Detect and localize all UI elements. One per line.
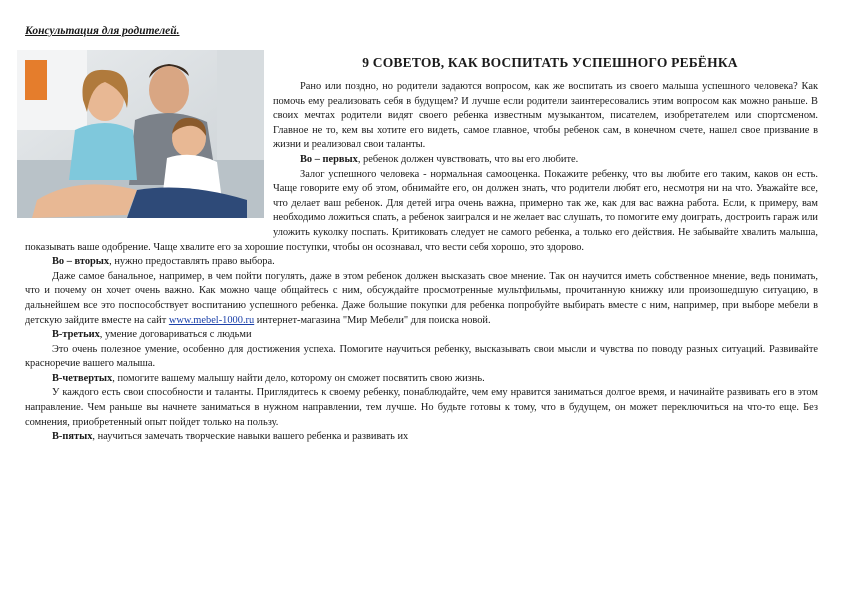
intro-paragraph: Рано или поздно, но родители задаются вопросом, как же воспитать из своего малыша успешного человека? Как помочь ему реализовать себя в будущем? И лучше если родители заинтересовались этим вопросом как можно раньше. В своих мечтах родители видят своего ребенка известным музыкантом, писателем, изобретателем или спортсменом. Главное не то, кем вы хотите его видеть, самое главное, чтобы ребенок сам, в конечном счете, нашел свое призвание в жизни и реализовал свои таланты. bbox=[273, 81, 818, 151]
tip-1-heading: Во – первых bbox=[300, 153, 358, 165]
tip-4-lead: В-четвертых, помогите вашему малышу найти дело, которому он сможет посвятить свою жизнь. bbox=[52, 372, 485, 384]
tip-1-lead: Во – первых, ребенок должен чувствовать, что вы его любите. bbox=[300, 153, 579, 165]
tip-2-text: Даже самое банальное, например, в чем пойти погулять, даже в этом ребенок должен высказать свое мнение. Так он научится иметь собственное мнение, ведь понимать, что и почему он хочет очень важно. Как можно чаще общайтесь с ним, обсуждайте просмотренные мультфильмы, прочитанную книжку или произошедшую ситуацию, в дальнейшем все это поспособствует воспитанию успешного ребенка. Даже большие покупки для ребенка попробуйте выбирать вместе с ним, например, при выборе мебели в детскую зайдите вместе на сайт www.mebel-1000.ru интернет-магазина "Мир Мебели" для поиска новой. bbox=[25, 270, 818, 326]
mebel-link[interactable]: www.mebel-1000.ru bbox=[168, 314, 255, 326]
article-body bbox=[25, 80, 818, 445]
header-text: Консультация для родителей bbox=[25, 25, 177, 37]
tip-4-text: У каждого есть свои способности и таланты. Приглядитесь к своему ребенку, понаблюдайте, чем ему нравится заниматься долгое время, и начинайте развивать его в этом направление. Чем раньше вы начнете заниматься в нужном направлении, тем лучше. Но будьте готовы к тому, что в будущем, он может переключиться на что-то еще. Без сомнения, приобретенный опыт пойдет только на пользу. bbox=[25, 387, 818, 428]
tip-3-text: Это очень полезное умение, особенно для достижения успеха. Помогите научиться ребенку, высказывать свои мысли и чувства по поводу разных ситуаций. Развивайте красноречие вашего малыша. bbox=[25, 343, 818, 370]
page-header: Консультация для родителей. bbox=[25, 25, 180, 37]
tip-3-heading: В-третьих bbox=[52, 329, 100, 341]
tip-2-lead: Во – вторых, нужно предоставлять право выбора. bbox=[52, 256, 275, 268]
tip-1-text: Залог успешного человека - нормальная самооценка. Покажите ребенку, что вы любите его таким, каков он есть. Чаще говорите ему об этом, обнимайте его, он должен знать, что родители любят его, несмотря ни на что. Уважайте все, что делает ваш ребенок. Для детей игра очень важна, примерно так же, как для вас важна работа. Если, к примеру, вам необходимо ложиться спать, а ребенок заигрался и не желает вас слушать, то помогите ему доиграть, достроить гараж или уложить куколку поспать. Критиковать следует не самого ребенка, а только его действия. Не забывайте хвалить малыша, показывать ваше одобрение. Чаще хвалите его за хорошие поступки, чтобы он осознавал, что вести себя хорошо, это здорово. bbox=[25, 168, 818, 253]
tip-4-heading: В-четвертых bbox=[52, 372, 113, 384]
page-title: 9 СОВЕТОВ, КАК ВОСПИТАТЬ УСПЕШНОГО РЕБЁНКА bbox=[362, 55, 738, 70]
photo-float-spacer bbox=[25, 80, 273, 230]
tip-5-lead: В-пятых, научиться замечать творческие навыки вашего ребенка и развивать их bbox=[52, 431, 409, 443]
tip-3-lead: В-третьих, умение договариваться с людьми bbox=[52, 329, 252, 341]
tip-2-heading: Во – вторых bbox=[52, 256, 110, 268]
tip-5-heading: В-пятых bbox=[52, 431, 93, 443]
